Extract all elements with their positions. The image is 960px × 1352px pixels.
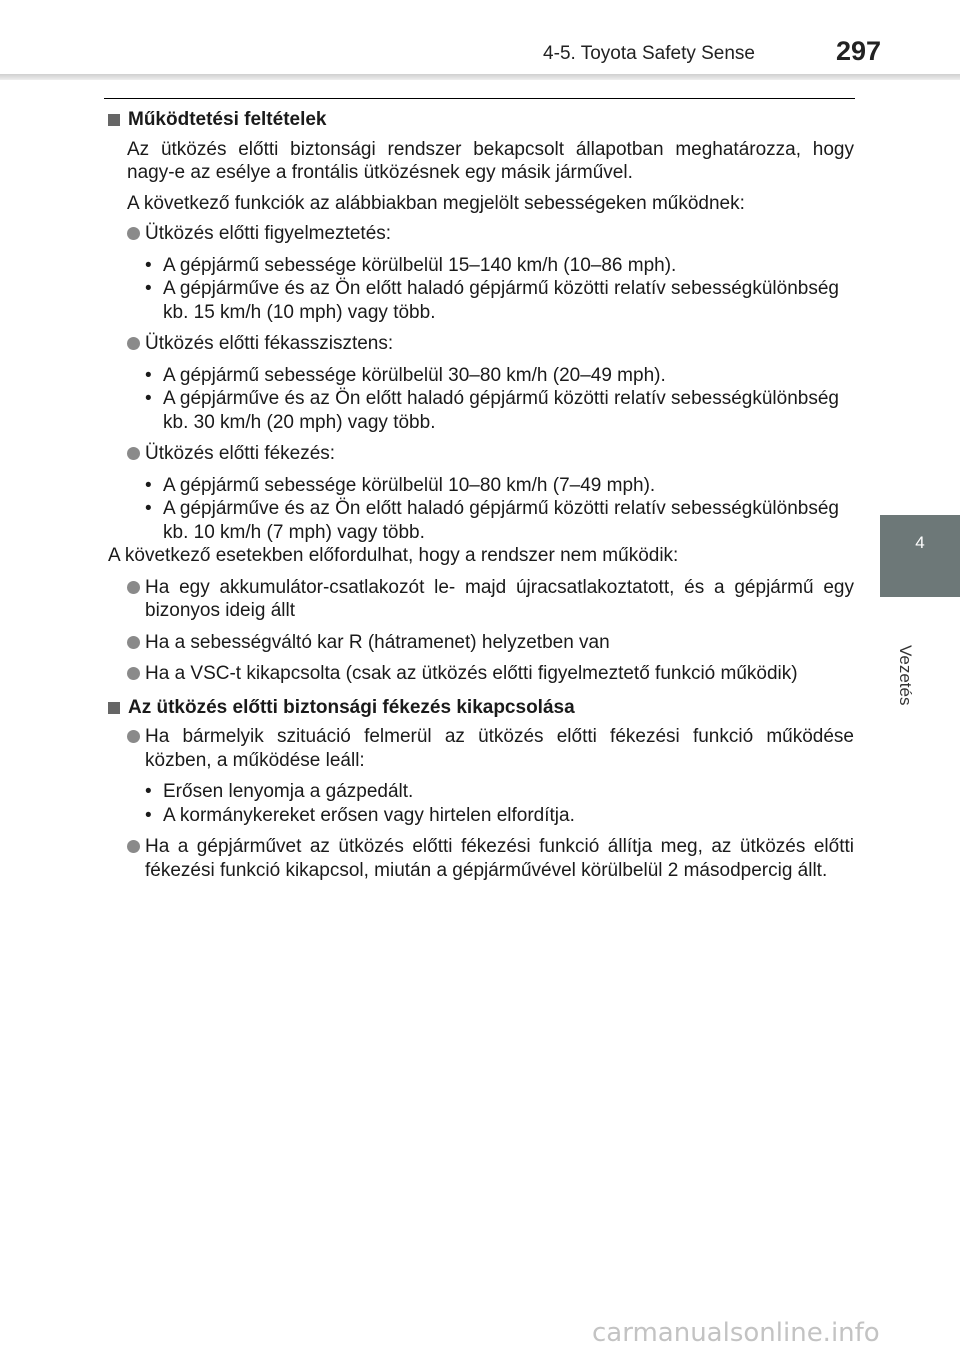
- circle-bullet-icon: [127, 227, 140, 240]
- circle-bullet-icon: [127, 636, 140, 649]
- circle-bullet-icon: [127, 337, 140, 350]
- list-item: Ha a gépjárművet az ütközés előtti fékezési funkció állítja meg, az ütközés előtti fékezési funkció kikapcsol, miután a gépjárművével körülbelül 2 másodpercig állt.: [108, 835, 854, 882]
- sub-list-item: • A gépjármű sebessége körülbelül 30–80 km/h (20–49 mph).: [145, 364, 666, 386]
- watermark: carmanualsonline.info: [592, 1318, 880, 1348]
- header-rule: [104, 98, 855, 99]
- sub-list-item: • Erősen lenyomja a gázpedált.: [145, 781, 414, 802]
- circle-bullet-icon: [127, 447, 140, 460]
- list-item: Ha bármelyik szituáció felmerül az ütközés előtti fékezési funkció működése közben, a működése leáll:: [108, 725, 854, 772]
- sub-list-item: • A gépjárműve és az Ön előtt haladó gépjármű közötti relatív sebességkülönbség kb. 10 km/h (7 mph) vagy több.: [145, 498, 839, 543]
- header-section-title: 4-5. Toyota Safety Sense: [543, 43, 755, 64]
- section-heading: Az ütközés előtti biztonsági fékezés kikapcsolása: [108, 696, 854, 720]
- list-item: Ha a VSC-t kikapcsolta (csak az ütközés előtti figyelmeztető funkció működik): [108, 662, 854, 686]
- header-bar: [0, 74, 960, 80]
- sub-list-item: • A gépjárműve és az Ön előtt haladó gépjármű közötti relatív sebességkülönbség kb. 15 km/h (10 mph) vagy több.: [145, 278, 839, 323]
- chapter-tab-number: 4: [915, 533, 925, 552]
- circle-bullet-icon: [127, 730, 140, 743]
- sub-list-item: • A gépjármű sebessége körülbelül 10–80 km/h (7–49 mph).: [145, 474, 656, 496]
- circle-bullet-icon: [127, 581, 140, 594]
- list-item: Ütközés előtti fékezés:: [108, 442, 854, 466]
- list-item: Ütközés előtti fékasszisztens:: [108, 332, 854, 356]
- paragraph: A következő funkciók az alábbiakban megjelölt sebességeken működnek:: [127, 192, 745, 214]
- list-item: Ha egy akkumulátor-csatlakozót le- majd újracsatlakoztatott, és a gépjármű egy bizonyos ideig állt: [108, 576, 854, 623]
- square-bullet-icon: [108, 702, 120, 714]
- square-bullet-icon: [108, 114, 120, 126]
- sub-list-item: • A gépjárműve és az Ön előtt haladó gépjármű közötti relatív sebességkülönbség kb. 30 km/h (20 mph) vagy több.: [145, 388, 839, 433]
- circle-bullet-icon: [127, 840, 140, 853]
- sub-list-item: • A kormánykereket erősen vagy hirtelen elfordítja.: [145, 804, 575, 826]
- paragraph: Az ütközés előtti biztonsági rendszer bekapcsolt állapotban meghatározza, hogy nagy-e az esélye a frontális ütközésnek egy másik járművel.: [127, 138, 854, 183]
- list-item: Ha a sebességváltó kar R (hátramenet) helyzetben van: [108, 631, 854, 655]
- page-content: [108, 108, 854, 890]
- circle-bullet-icon: [127, 667, 140, 680]
- page-number: 297: [836, 36, 882, 66]
- section-heading: Működtetési feltételek: [108, 108, 854, 132]
- paragraph: A következő esetekben előfordulhat, hogy a rendszer nem működik:: [108, 545, 679, 566]
- chapter-label: Vezetés: [896, 645, 915, 706]
- sub-list-item: • A gépjármű sebessége körülbelül 15–140 km/h (10–86 mph).: [145, 254, 677, 276]
- chapter-tab[interactable]: [880, 515, 960, 597]
- list-item: Ütközés előtti figyelmeztetés:: [108, 222, 854, 246]
